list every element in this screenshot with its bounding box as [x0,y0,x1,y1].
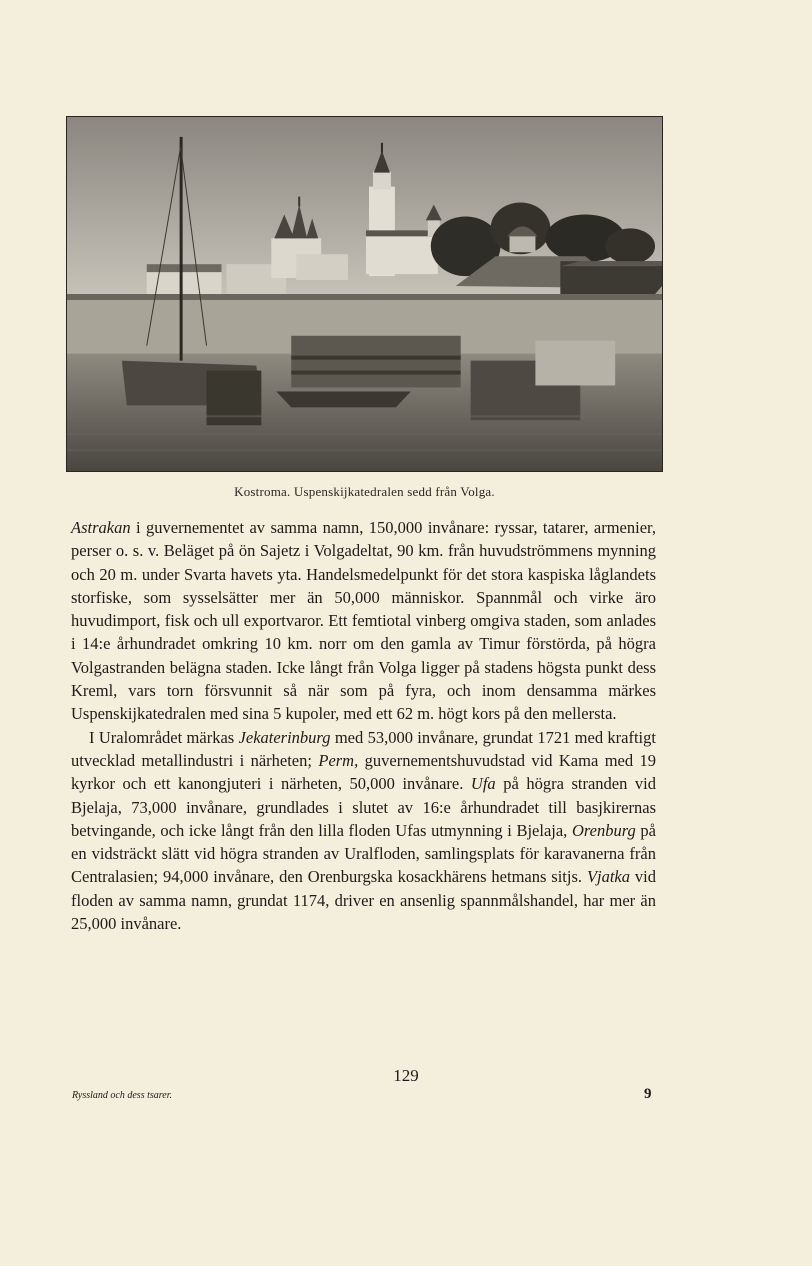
kostroma-photograph [66,116,663,472]
text-run: I Uralområdet märkas [89,727,239,747]
place-name: Perm, [318,750,359,770]
text-run: guvernementshuvudstad vid Kama med 19 kyrkor och ett kanongjuteri i närheten, 50,000 invånare. [71,750,656,794]
place-name: Vjatka [586,867,631,887]
text-run: vid floden av samma namn, grundat 1174, driver en ansenlig spannmålshandel, har mer än 25,000 invånare. [71,867,657,934]
place-name: Ufa [470,774,496,794]
place-name: Jekaterinburg [238,727,331,747]
running-footer-title: Ryssland och dess tsarer. [72,1090,172,1101]
page-number: 129 [393,1066,419,1085]
body-text [71,516,656,935]
text-run: på högra stranden vid Bjelaja, 73,000 invånare, grundlades i slutet av 16:e århundradet till basjkirernas betvingande, och icke långt från den lilla floden Ufas utmynning i Bjelaja, [71,774,656,840]
paragraph-astrakan [71,516,656,726]
signature-mark: 9 [644,1086,652,1102]
place-name: Astrakan [71,518,131,537]
text-run: på en vidsträckt slätt vid högra stranden av Uralfloden, samlingsplats för karavanerna från Centralasien; 94,000 invånare, den Orenburgska kosackhärens hetmans sitjs. [71,820,657,887]
place-name: Orenburg [571,820,636,840]
paragraph-ural [71,726,656,936]
photo-caption: Kostroma. Uspenskijkatedralen sedd från Volga. [234,484,495,499]
text-run: med 53,000 invånare, grundat 1721 med kraftigt utvecklad metallindustri i närheten; [71,727,656,770]
photo-illustration [67,117,662,471]
text-run: i guvernementet av samma namn, 150,000 invånare: ryssar, tatarer, armenier, perser o. s. v. Beläget på ön Sajetz i Volgadeltat, 90 km. från huvudströmmens mynning och 20 m. under Svarta havets yta. Handelsmedelpunkt för det stora kaspiska låglandets storfiske, som sysselsätter mer än 50,000 människor. Spannmål och virke äro huvudimport, fisk och ull exportvaror. Ett femtiotal vinberg omgiva staden, som anlades i 14:e århundradet omkring 10 km. norr om den gamla av Timur förstörda, på högra Volgastranden belägna staden. Icke långt från Volga ligger på stadens högsta punkt dess Kreml, vars torn försvunnit så när som på fyra, och inom densamma märkes Uspenskijkatedralen med sina 5 kupoler, med ett 62 m. högt kors på den mellersta. [71,518,656,724]
